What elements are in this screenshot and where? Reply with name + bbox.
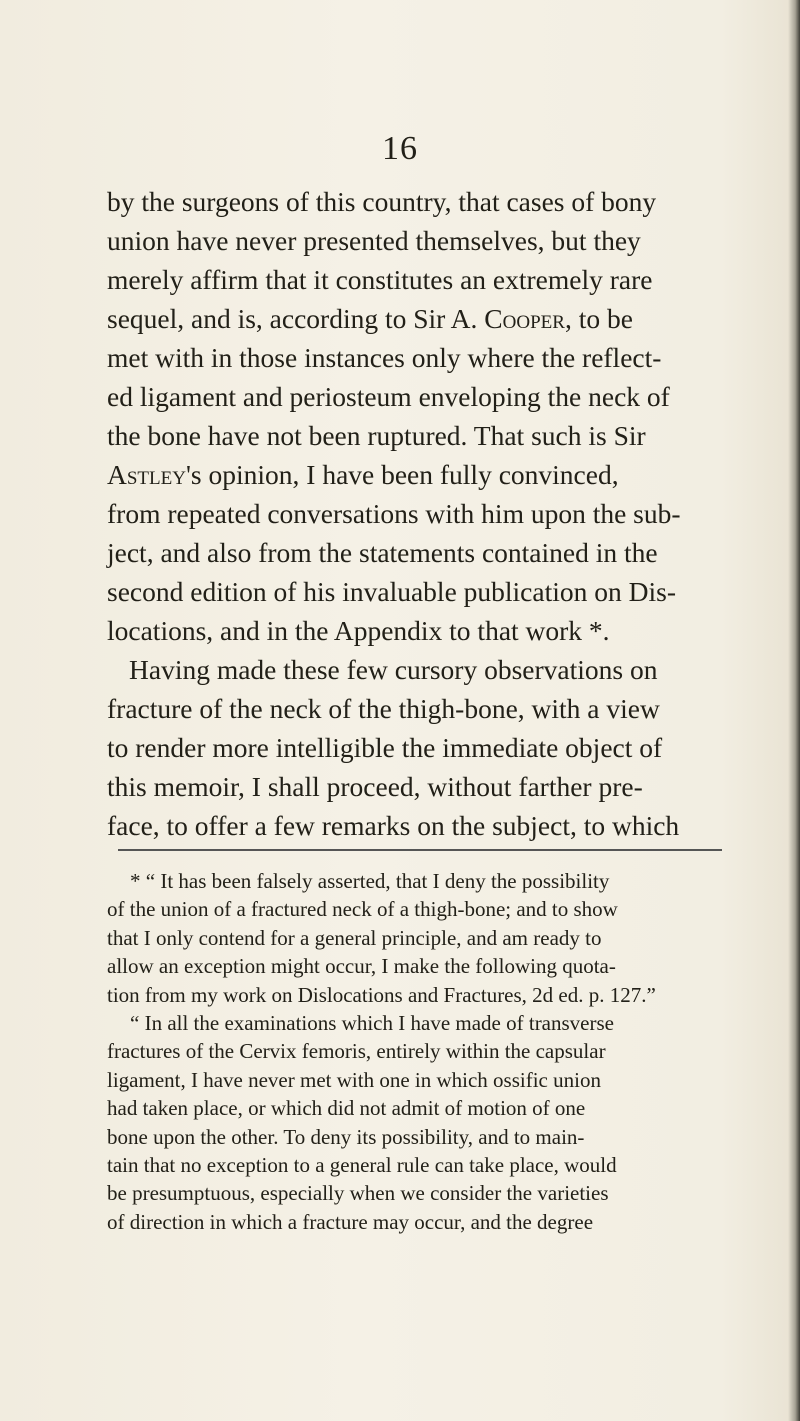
footnote-line: * “ It has been falsely asserted, that I deny the possibility [130,869,610,893]
page-number: 16 [382,130,418,167]
text-line: from repeated conversations with him upon the sub- [107,498,681,529]
text-line: second edition of his invaluable publication on Dis- [107,576,676,607]
text-line: locations, and in the Appendix to that work *. [107,615,610,646]
text-line: Having made these few cursory observations on [129,654,658,685]
text-line: merely affirm that it constitutes an extremely rare [107,264,653,295]
text-line: by the surgeons of this country, that cases of bony [107,186,657,217]
footnote-line: be presumptuous, especially when we consider the varieties [107,1181,609,1206]
body-text [107,182,727,845]
footnote-line: ligament, I have never met with one in which ossific union [107,1067,601,1092]
text-line: to render more intelligible the immediate object of [107,732,663,763]
text-line: met with in those instances only where the reflect- [107,342,662,373]
text-line: fracture of the neck of the thigh-bone, with a view [107,693,660,724]
footnote-line: “ In all the examinations which I have made of transverse [130,1010,614,1035]
author-name-astley: Astley [107,459,186,490]
text-line: ed ligament and periosteum enveloping the neck of [107,381,670,412]
footnote-line: of the union of a fractured neck of a thigh-bone; and to show [107,897,618,922]
footnote-line: tion from my work on Dislocations and Fractures, 2d ed. p. 127.” [107,982,656,1007]
footnote-line: fractures of the Cervix femoris, entirely within the capsular [107,1039,606,1064]
text-line: union have never presented themselves, but they [107,225,641,256]
text-line: ject, and also from the statements contained in the [107,537,658,568]
text-line: the bone have not been ruptured. That such is Sir [107,420,646,451]
footnote-line: allow an exception might occur, I make the following quota- [107,954,616,979]
footnote-line: had taken place, or which did not admit of motion of one [107,1096,586,1121]
footnote-line: bone upon the other. To deny its possibility, and to main- [107,1124,585,1149]
text-segment: , to be [564,303,633,334]
text-line [107,455,727,494]
footnote-line: tain that no exception to a general rule can take place, would [107,1152,617,1177]
text-line [107,299,727,338]
author-name-cooper: Cooper [484,303,565,334]
text-segment: 's opinion, I have been fully convinced, [185,459,619,490]
footnote-divider [118,849,722,851]
footnote-line: that I only contend for a general principle, and am ready to [107,925,602,950]
page-edge-shadow [788,0,800,1421]
footnote-line: of direction in which a fracture may occur, and the degree [107,1209,594,1234]
text-line: face, to offer a few remarks on the subject, to which [107,810,680,841]
text-segment: sequel, and is, according to Sir A. [107,303,485,334]
footnote [107,867,727,1236]
text-line: this memoir, I shall proceed, without farther pre- [107,771,643,802]
